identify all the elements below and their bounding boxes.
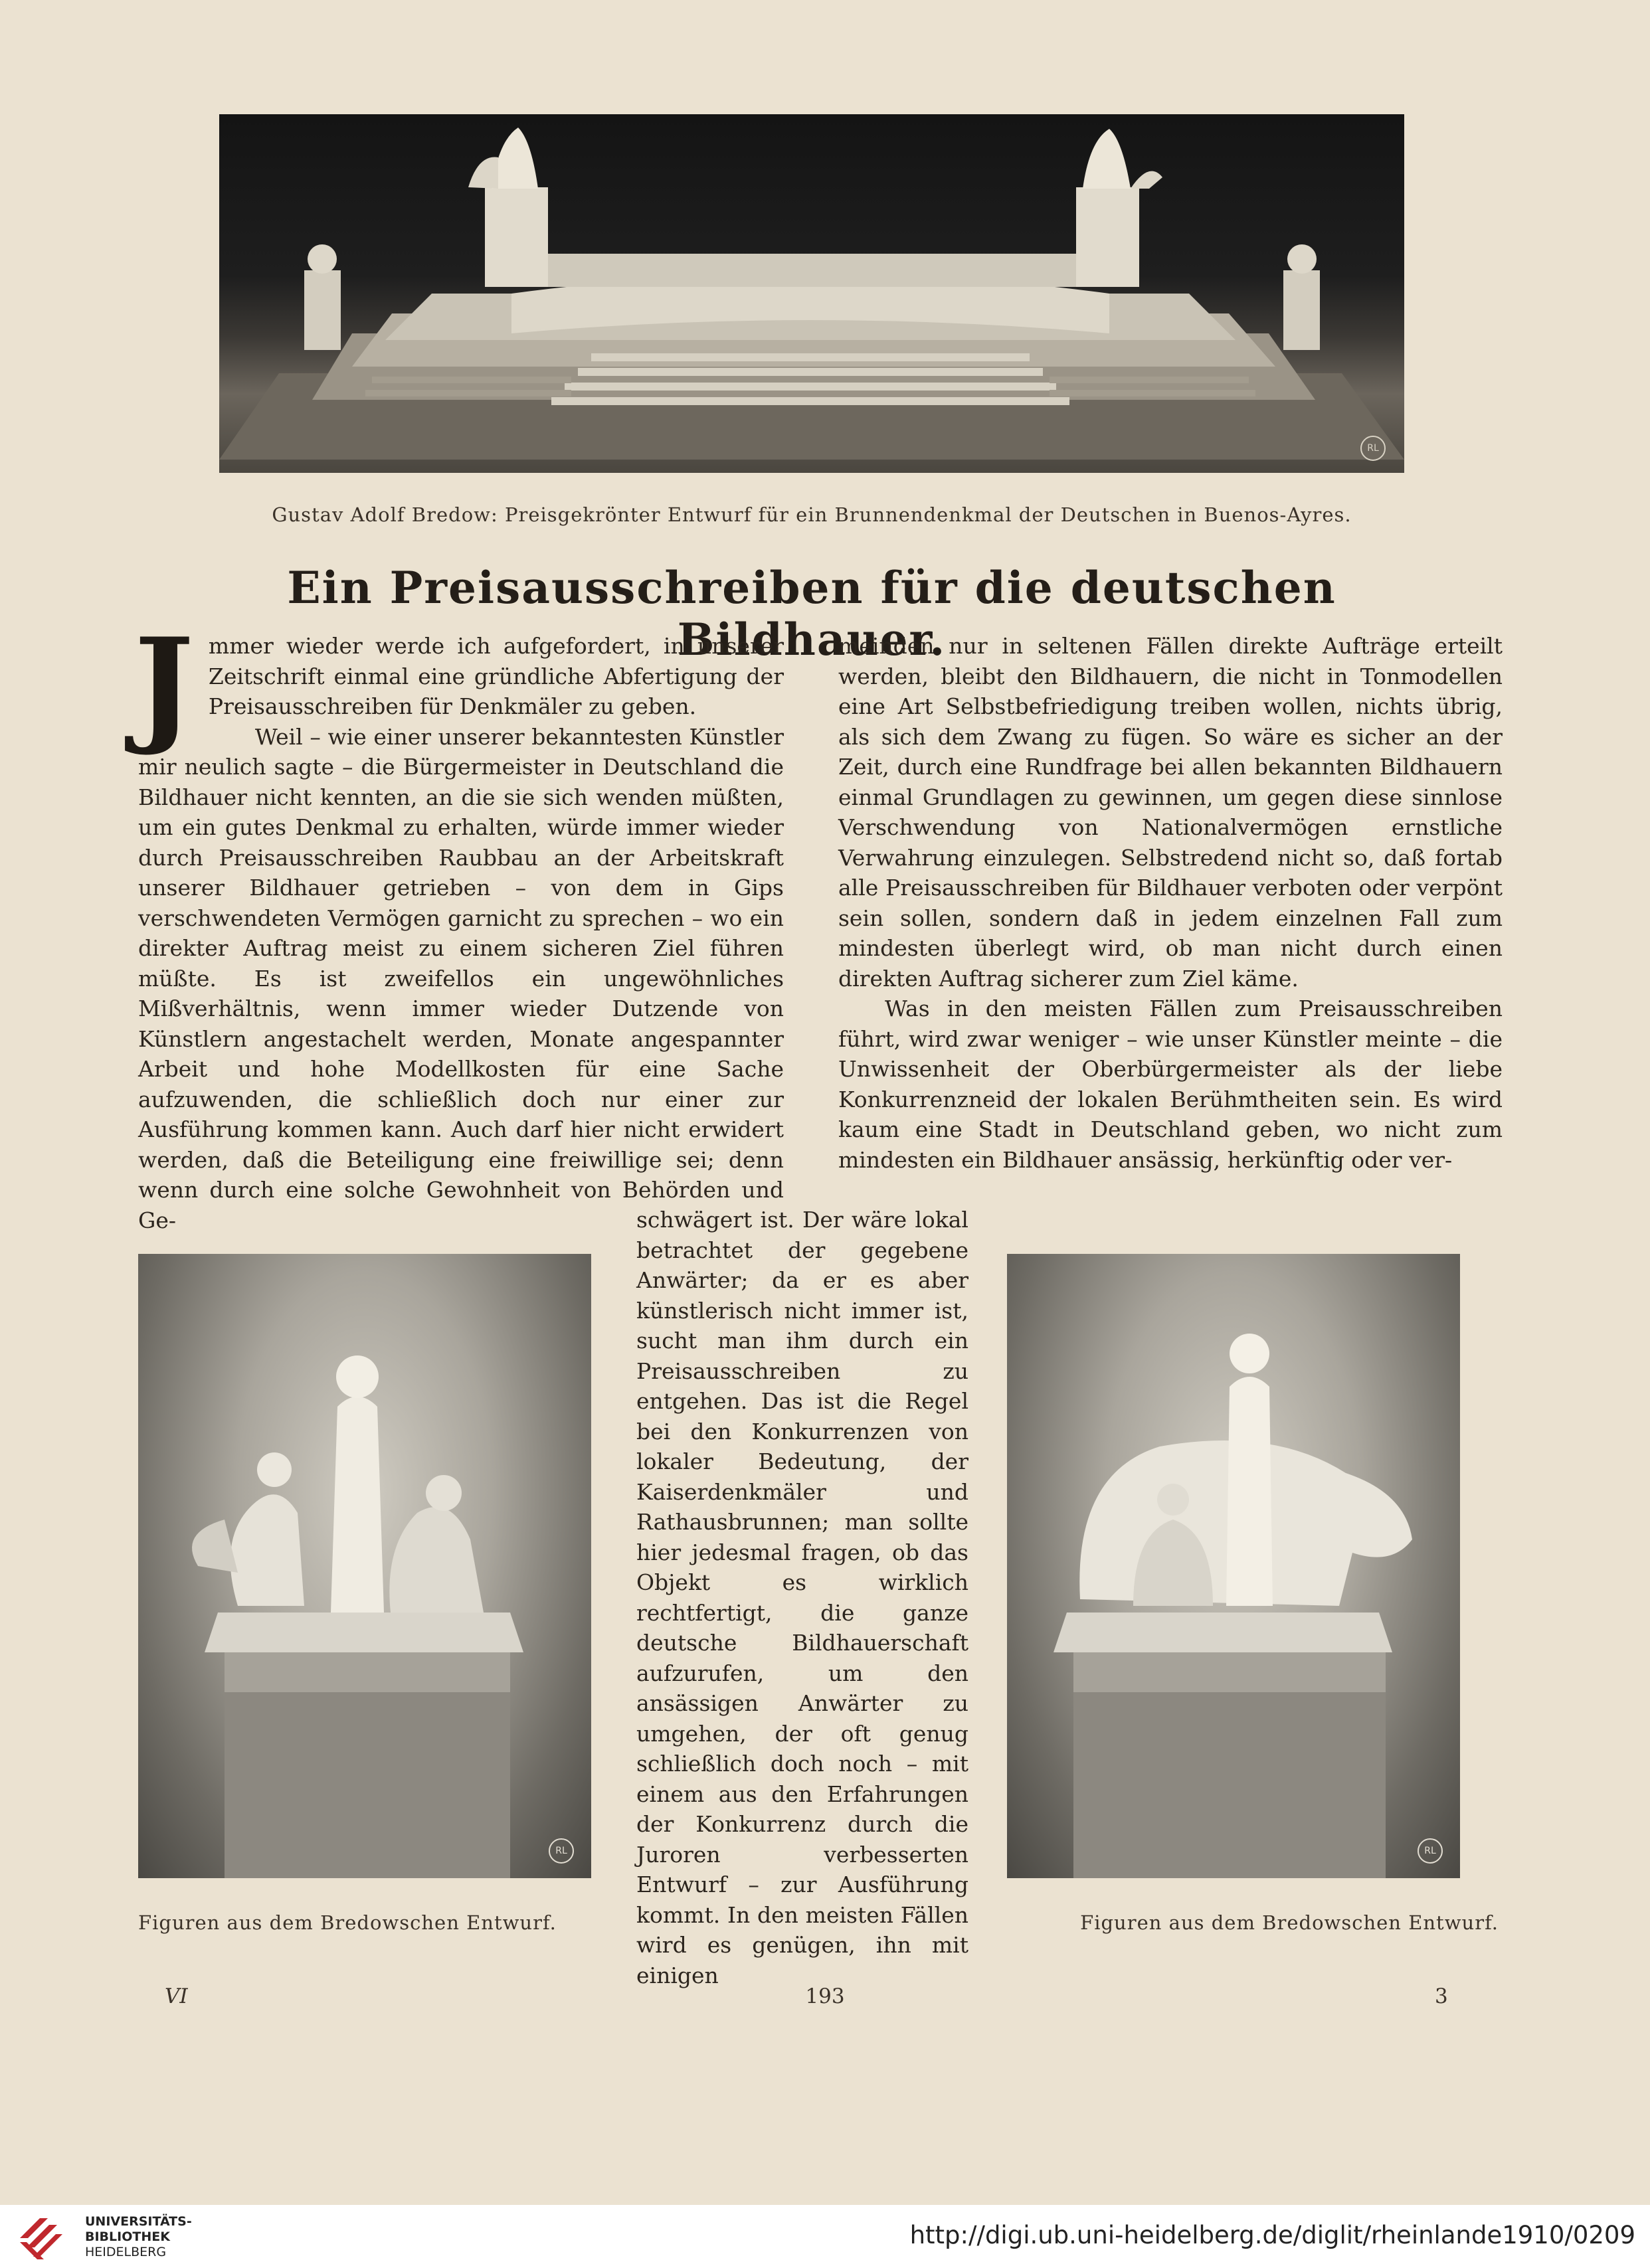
- photo-monogram: RL: [1360, 436, 1386, 461]
- right-text-column: [838, 631, 1503, 1175]
- library-name-line-1: UNIVERSITÄTS-: [85, 2214, 192, 2229]
- fountain-model-photo: [219, 114, 1404, 473]
- issue-number: 3: [1435, 1984, 1448, 2008]
- photo-monogram-left: RL: [549, 1838, 574, 1864]
- left-text-column: [134, 610, 784, 1235]
- first-paragraph: [134, 610, 784, 758]
- figure-caption-right: Figuren aus dem Bredowschen Entwurf.: [1080, 1911, 1499, 1934]
- library-name: [85, 2214, 192, 2260]
- library-footer-bar: [0, 2205, 1650, 2268]
- top-photo-caption: Gustav Adolf Bredow: Preisgekrönter Entwurf für ein Brunnendenkmal der Deutschen in Buenos-Ayres.: [272, 503, 1352, 526]
- sculpture-right-drawing: [1007, 1254, 1460, 1878]
- right-paragraph-2: Was in den meisten Fällen zum Preisausschreiben führt, wird zwar weniger – wie unser Künstler meinte – die Unwissenheit der Oberbürgermeister als der liebe Konkurrenzneid der lokalen Berühmtheiten sein. Es wird kaum eine Stadt in Deutschland geben, wo nicht zum mindesten ein Bildhauer ansässig, herkünftig oder ver-: [838, 996, 1503, 1173]
- library-logo-icon: [20, 2218, 62, 2261]
- second-paragraph: Weil – wie einer unserer bekanntesten Künstler mir neulich sagte – die Bürgermeister in Deutschland die Bildhauer nicht kennten, an die sie sich wenden müßten, um ein gutes Denkmal zu erhalten, würde immer wieder durch Preisausschreiben Raubbau an der Arbeitskraft unserer Bildhauer getrieben – von dem in Gips verschwendeten Vermögen garnicht zu sprechen – wo ein direkter Auftrag meist zu einem sicheren Ziel führen müßte. Es ist zweifellos ein ungewöhnliches Mißverhältnis, wenn immer wieder Dutzende von Künstlern angestachelt werden, Monate angespannter Arbeit und hohe Modellkosten für eine Sache aufzuwenden, die schließlich doch nur einer zur Ausführung kommen kann. Auch darf hier nicht erwidert werden, daß die Beteiligung eine freiwillige sei; denn wenn durch eine solche Gewohnheit von Behörden und Ge-: [138, 723, 784, 1233]
- middle-paragraph: schwägert ist. Der wäre lokal betrachtet der gegebene Anwärter; da er es aber künstlerisch nicht immer ist, sucht man ihm durch ein Preisausschreiben zu entgehen. Das ist die Regel bei den Konkurrenzen von lokaler Bedeutung, der Kaiserdenkmäler und Rathausbrunnen; man sollte hier jedesmal fragen, ob das Objekt es wirklich rechtfertigt, die ganze deutsche Bildhauerschaft aufzurufen, um den ansässigen Anwärter zu umgehen, der oft genug schließlich doch noch – mit einem aus den Erfahrungen der Konkurrenz durch die Juroren verbesserten Entwurf – zur Ausführung kommt. In den meisten Fällen wird es genügen, ihn mit einigen: [636, 1207, 968, 1988]
- photo-monogram-right: RL: [1418, 1838, 1443, 1864]
- drop-cap: J: [134, 610, 194, 758]
- page-number: 193: [805, 1984, 845, 2008]
- fountain-model-drawing: [219, 114, 1404, 473]
- sculpture-left-drawing: [138, 1254, 591, 1878]
- middle-text-column: [636, 1205, 968, 1990]
- first-paragraph-text: mmer wieder werde ich aufgefordert, in unserer Zeitschrift einmal eine gründliche Abfertigung der Preisausschreiben für Denkmäler zu geben.: [208, 633, 784, 719]
- volume-number: VI: [165, 1984, 188, 2008]
- article-title: Ein Preisausschreiben für die deutschen Bildhauer.: [287, 562, 1336, 665]
- library-name-line-3: HEIDELBERG: [85, 2245, 167, 2259]
- right-paragraph-1: meinden nur in seltenen Fällen direkte Aufträge erteilt werden, bleibt den Bildhauern, die nicht in Tonmodellen eine Art Selbstbefriedigung treiben wollen, nichts übrig, als sich dem Zwang zu fügen. So wäre es sicher an der Zeit, durch eine Rundfrage bei allen bekannten Bildhauern einmal Grundlagen zu gewinnen, um gegen diese sinnlose Verschwendung von Nationalvermögen ernstliche Verwahrung einzulegen. Selbstredend nicht so, daß fortab alle Preisausschreiben für Bildhauer verboten oder verpönt sein sollen, sondern daß in jedem einzelnen Fall zum mindesten überlegt wird, ob man nicht durch einen direkten Auftrag sicherer zum Ziel käme.: [838, 633, 1503, 992]
- source-url-link[interactable]: http://digi.ub.uni-heidelberg.de/diglit/rheinlande1910/0209: [909, 2221, 1635, 2249]
- sculpture-photo-left: [138, 1254, 591, 1878]
- figure-caption-left: Figuren aus dem Bredowschen Entwurf.: [138, 1911, 557, 1934]
- sculpture-photo-right: [1007, 1254, 1460, 1878]
- library-name-line-2: BIBLIOTHEK: [85, 2229, 170, 2244]
